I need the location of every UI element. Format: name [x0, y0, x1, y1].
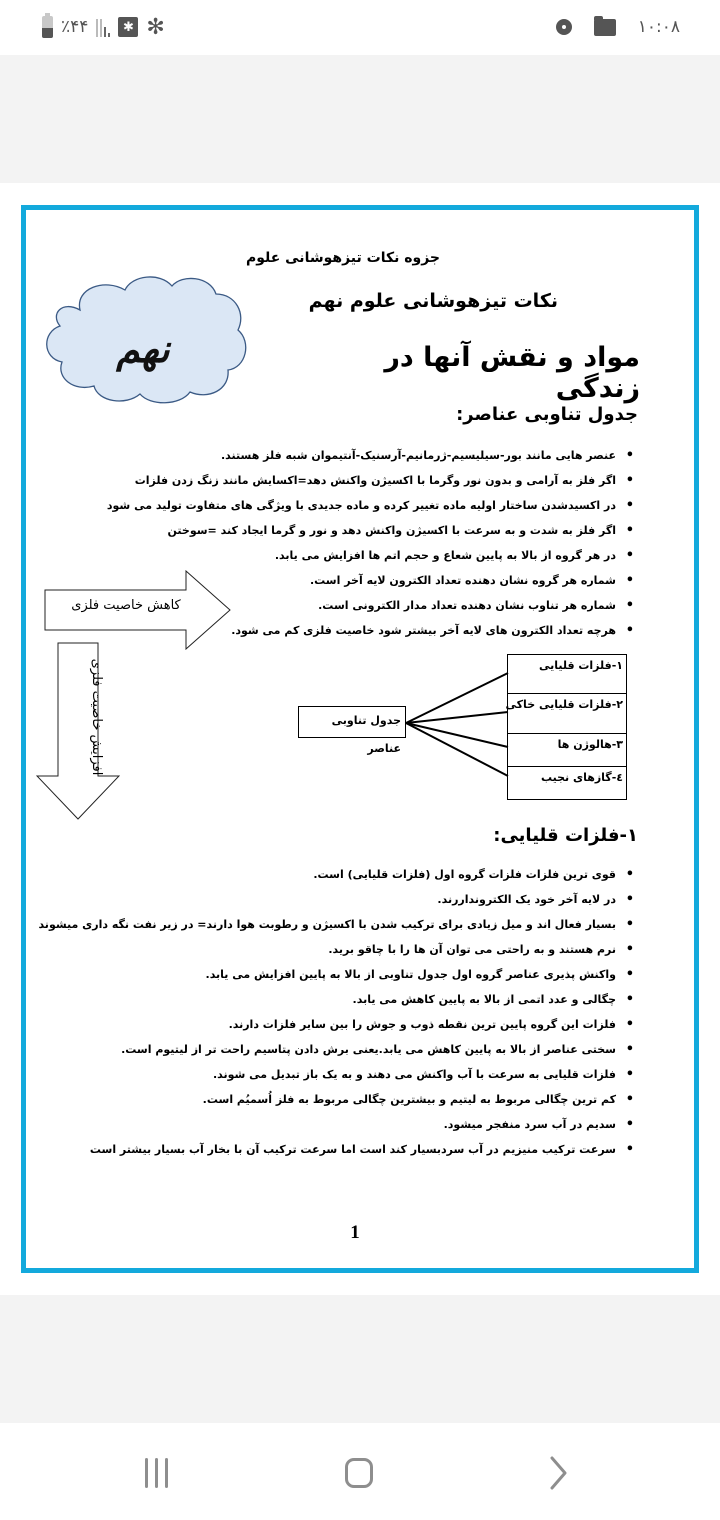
document-title: مواد و نقش آنها در زندگی — [384, 342, 640, 404]
section-heading-periodic-table: جدول تناوبی عناصر: — [456, 404, 638, 425]
battery-icon — [42, 16, 53, 38]
viewer-background-top — [0, 55, 720, 183]
group-row: ۳-هالوژن ها — [508, 734, 626, 767]
list-item: • در هر گروه از بالا به پایین شعاع و حجم اتم ها افزایش می یابد. — [60, 543, 640, 568]
alkali-metals-bullets — [38, 862, 640, 1162]
list-item: • واکنش پذیری عناصر گروه اول جدول تناوبی از بالا به پایین افزایش می یابد. — [60, 962, 640, 987]
list-item: • عنصر هایی مانند بور-سیلیسیم-ژرمانیم-آرسنیک-آنتیموان شبه فلز هستند. — [60, 443, 640, 468]
home-icon[interactable] — [345, 1458, 373, 1488]
bluetooth-icon: ✻ — [146, 14, 165, 40]
group-row: ۲-فلزات قلیایی خاکی — [508, 694, 626, 734]
list-item: • سدیم در آب سرد منفجر میشود. — [60, 1112, 640, 1137]
list-item: • هرچه تعداد الکترون های لایه آخر بیشتر شود خاصیت فلزی کم می شود. — [60, 618, 640, 643]
page-number: 1 — [350, 1222, 360, 1243]
list-item: • اگر فلز به آرامی و بدون نور وگرما با اکسیژن واکنش دهد=اکسایش مانند زنگ زدن فلزات — [60, 468, 640, 493]
list-item: • فلزات این گروه پایین ترین نقطه ذوب و جوش را بین سایر فلزات دارند. — [60, 1012, 640, 1037]
status-right-icons — [556, 12, 680, 42]
list-item: • سرعت ترکیب منیزیم در آب سردبسیار کند است اما سرعت ترکیب آن با بخار آب بسیار بیشتر است — [60, 1137, 640, 1162]
arrow-right-label: کاهش خاصیت فلزی — [71, 598, 181, 613]
battery-percent: ٪۴۴ — [61, 17, 89, 37]
list-item: • شماره هر گروه نشان دهنده تعداد الکترون لایه آخر است. — [60, 568, 640, 593]
folder-icon — [594, 19, 616, 36]
recent-apps-icon[interactable] — [145, 1458, 175, 1490]
status-bar — [0, 0, 720, 55]
group-row: ٤-گازهای نجیب — [508, 767, 626, 800]
diagram-source-box: جدول تناوبی عناصر — [298, 706, 406, 738]
signal-icon — [96, 17, 110, 37]
list-item: • سختی عناصر از بالا به پایین کاهش می یابد.یعنی برش دادن پتاسیم راحت تر از لیتیوم است. — [60, 1037, 640, 1062]
disc-alert-icon — [556, 19, 572, 35]
back-icon[interactable] — [548, 1456, 574, 1490]
list-item: • فلزات قلیایی به سرعت با آب واکنش می دهند و به یک باز تبدیل می شوند. — [60, 1062, 640, 1087]
status-left-icons — [42, 12, 165, 42]
document-header: جزوه نکات تیزهوشانی علوم — [245, 250, 440, 266]
list-item: • چگالی و عدد اتمی از بالا به پایین کاهش می یابد. — [60, 987, 640, 1012]
document-subtitle: نکات تیزهوشانی علوم نهم — [308, 290, 558, 312]
arrow-down-label: افزایش خاصیت فلزی — [89, 658, 104, 776]
viewer-background-bottom — [0, 1295, 720, 1423]
section-heading-alkali-metals: ۱-فلزات قلیایی: — [493, 825, 638, 846]
list-item: • در اکسیدشدن ساختار اولیه ماده تغییر کرده و ماده جدیدی با ویژگی های متفاوت تولید می شود — [60, 493, 640, 518]
list-item: • کم ترین چگالی مربوط به لیتیم و بیشترین چگالی مربوط به فلز اُسمیُم است. — [60, 1087, 640, 1112]
arrow-down-shape — [36, 642, 120, 820]
list-item: • نرم هستند و به راحتی می توان آن ها را با چاقو برید. — [60, 937, 640, 962]
bluetooth-box-icon: ✱ — [118, 17, 138, 37]
diagram-groups-table — [507, 654, 627, 800]
list-item: • قوی ترین فلزات فلزات گروه اول (فلزات قلیایی) است. — [60, 862, 640, 887]
list-item: • در لایه آخر خود یک الکترونداررند. — [60, 887, 640, 912]
status-time: ۱۰:۰۸ — [637, 17, 680, 37]
list-item: • اگر فلز به شدت و به سرعت با اکسیژن واکنش دهد و نور و گرما ایجاد کند =سوختن — [60, 518, 640, 543]
list-item: • بسیار فعال اند و میل زیادی برای ترکیب شدن با اکسیژن و رطوبت هوا دارند= در زیر نفت نگه داری میشوند — [60, 912, 640, 937]
cloud-label: نهم — [116, 326, 170, 371]
group-row: ۱-فلزات قلیایی — [508, 655, 626, 694]
list-item: • شماره هر تناوب نشان دهنده تعداد مدار الکترونی است. — [60, 593, 640, 618]
